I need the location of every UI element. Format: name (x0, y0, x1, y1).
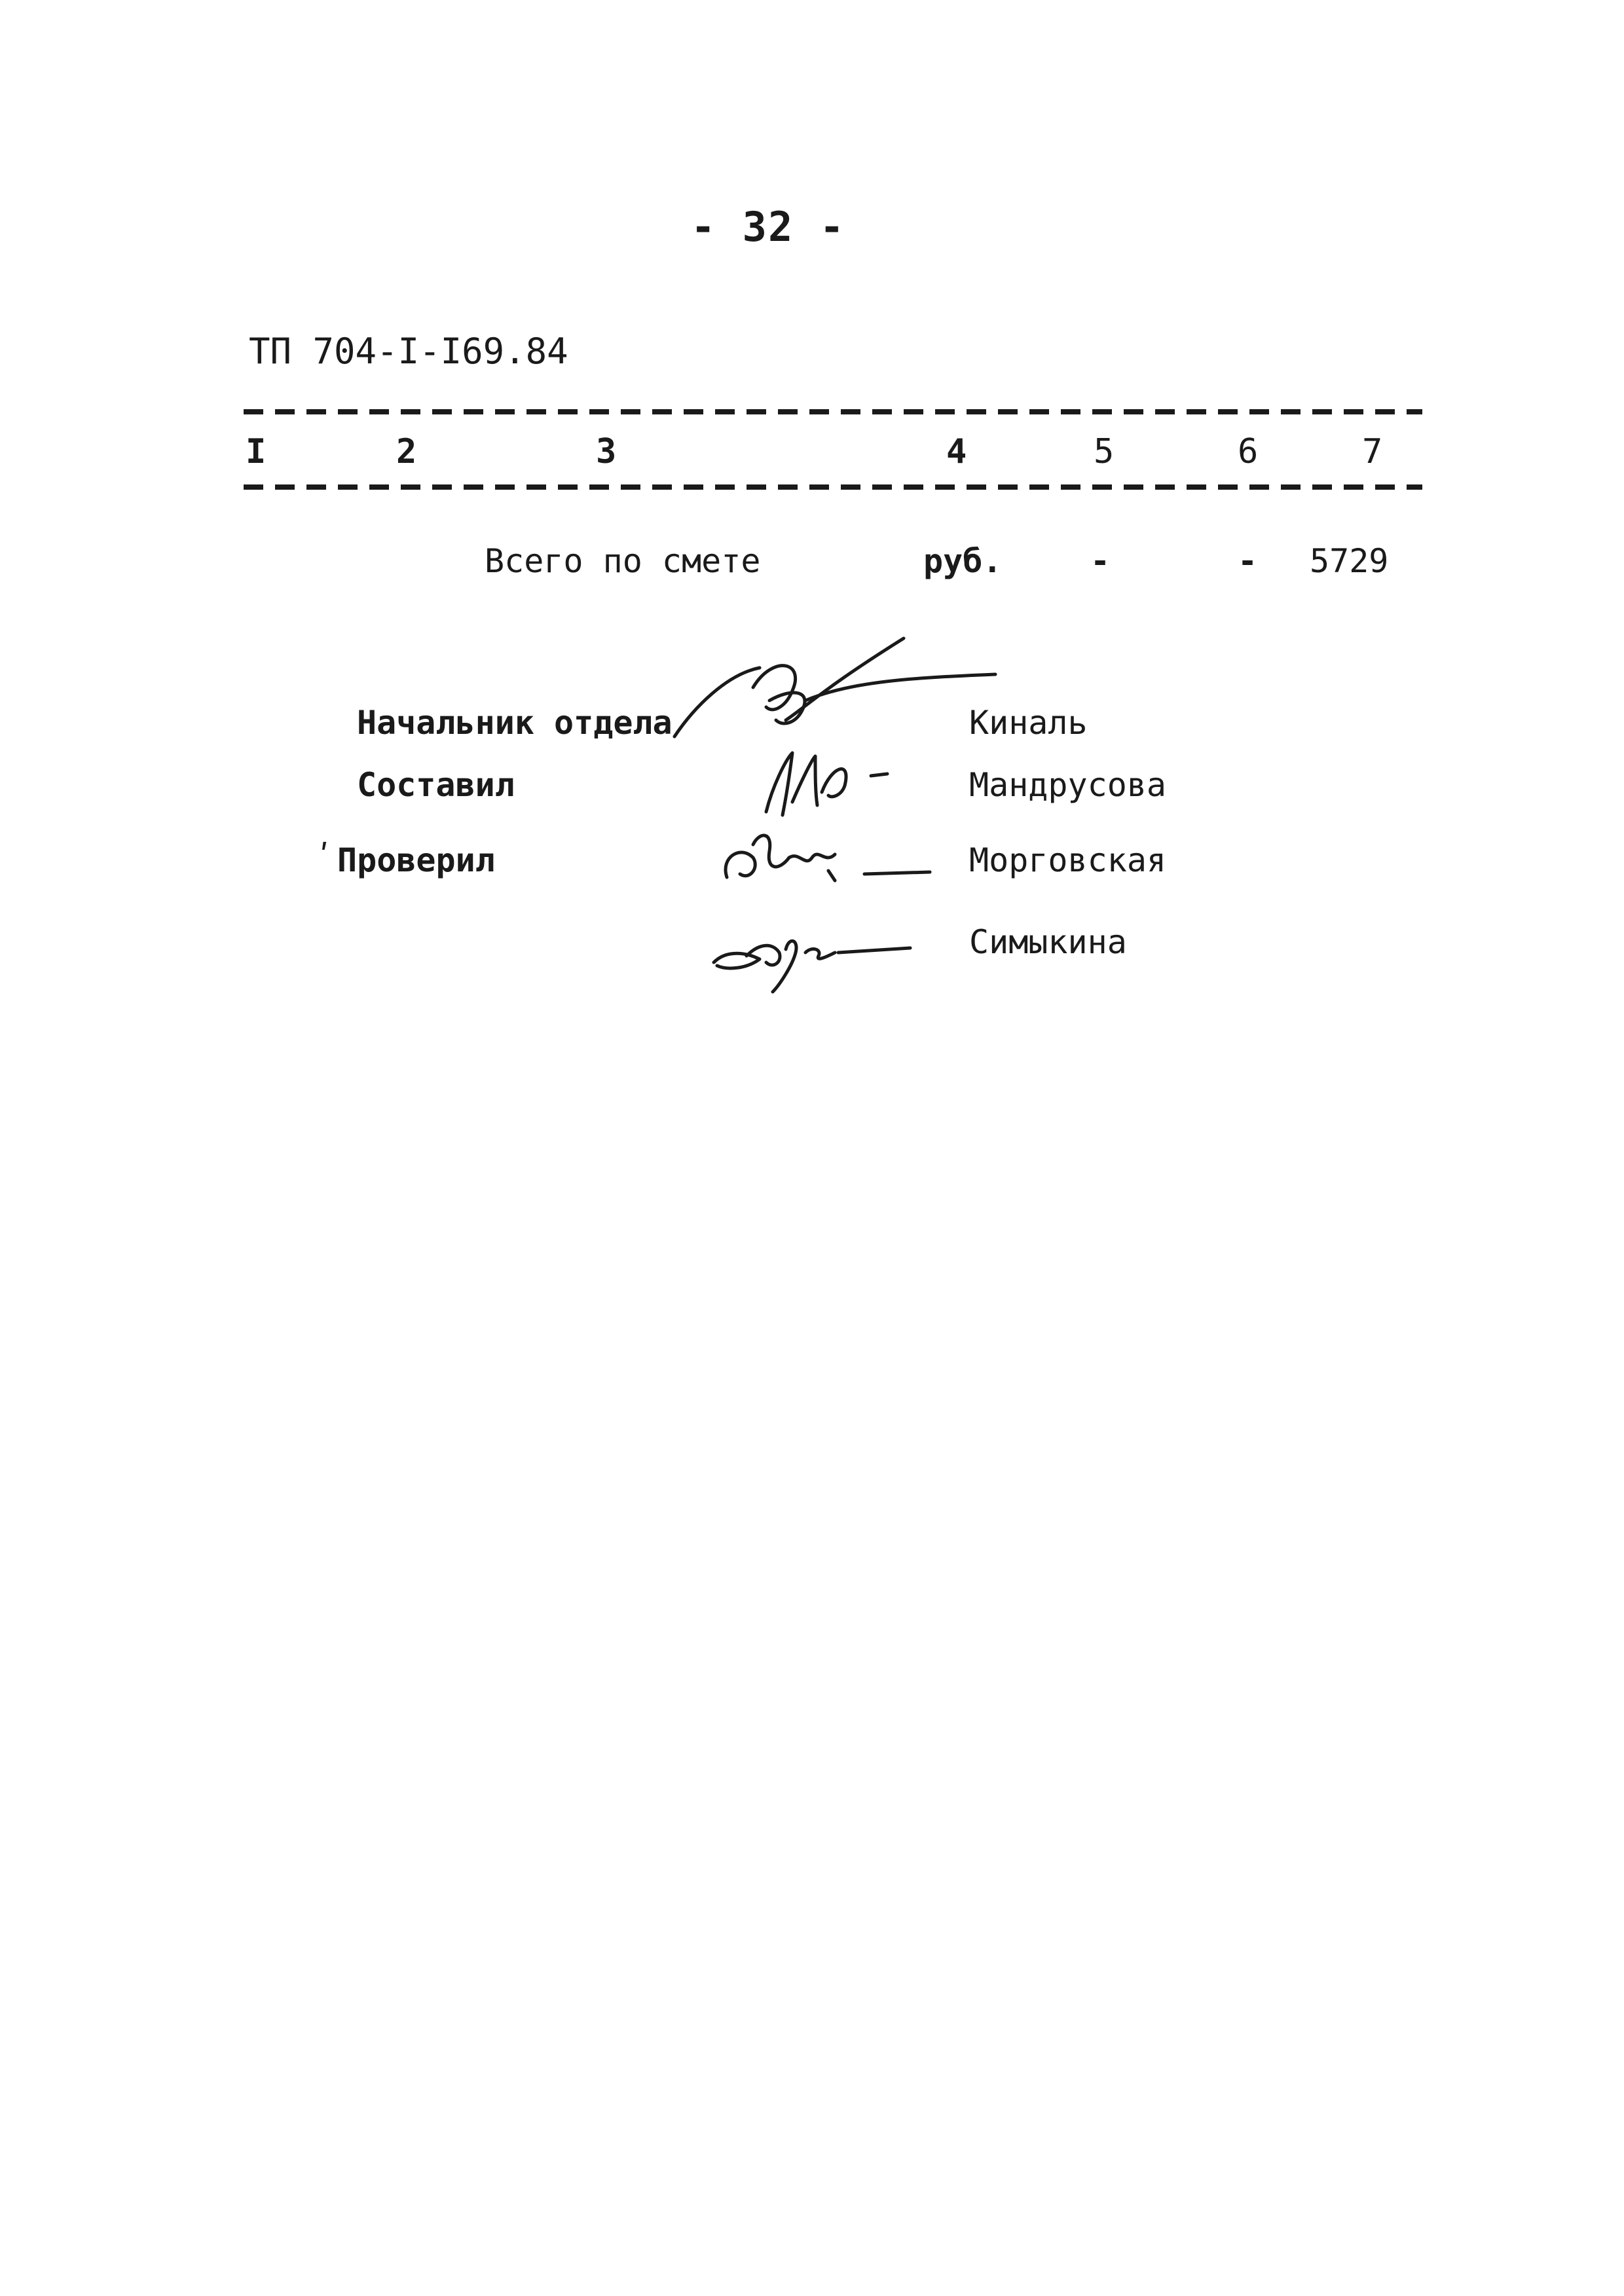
handwritten-signature-4 (701, 917, 923, 995)
column-number-4: 4 (946, 432, 967, 471)
signature-name-simykina: Симыкина (969, 923, 1127, 961)
column-number-7: 7 (1362, 432, 1383, 471)
total-col6: - (1238, 542, 1258, 580)
signature-name-morgovskaya: Морговская (969, 841, 1167, 879)
signature-role-head: Начальник отдела (357, 704, 673, 742)
signature-role-checked: Проверил (337, 841, 495, 879)
apostrophe-mark: ʹ (314, 838, 335, 876)
signature-name-kinal: Киналь (969, 704, 1088, 742)
total-unit: руб. (923, 542, 1003, 580)
total-amount: 5729 (1310, 542, 1389, 580)
table-top-divider (244, 409, 1422, 414)
handwritten-signature-2 (753, 740, 897, 825)
column-number-1: I (246, 432, 267, 471)
handwritten-signature-3 (714, 818, 936, 897)
signature-name-mandrusova: Мандрусова (969, 766, 1167, 804)
total-col5: - (1090, 542, 1111, 580)
page-number: - 32 - (691, 203, 845, 251)
column-number-6: 6 (1238, 432, 1259, 471)
column-number-5: 5 (1094, 432, 1115, 471)
column-number-3: 3 (596, 432, 617, 471)
column-number-2: 2 (396, 432, 417, 471)
table-header-divider (244, 484, 1422, 490)
document-code: ТП 704-I-I69.84 (249, 331, 568, 372)
signature-role-compiled: Составил (357, 766, 515, 804)
total-label: Всего по смете (485, 542, 761, 580)
